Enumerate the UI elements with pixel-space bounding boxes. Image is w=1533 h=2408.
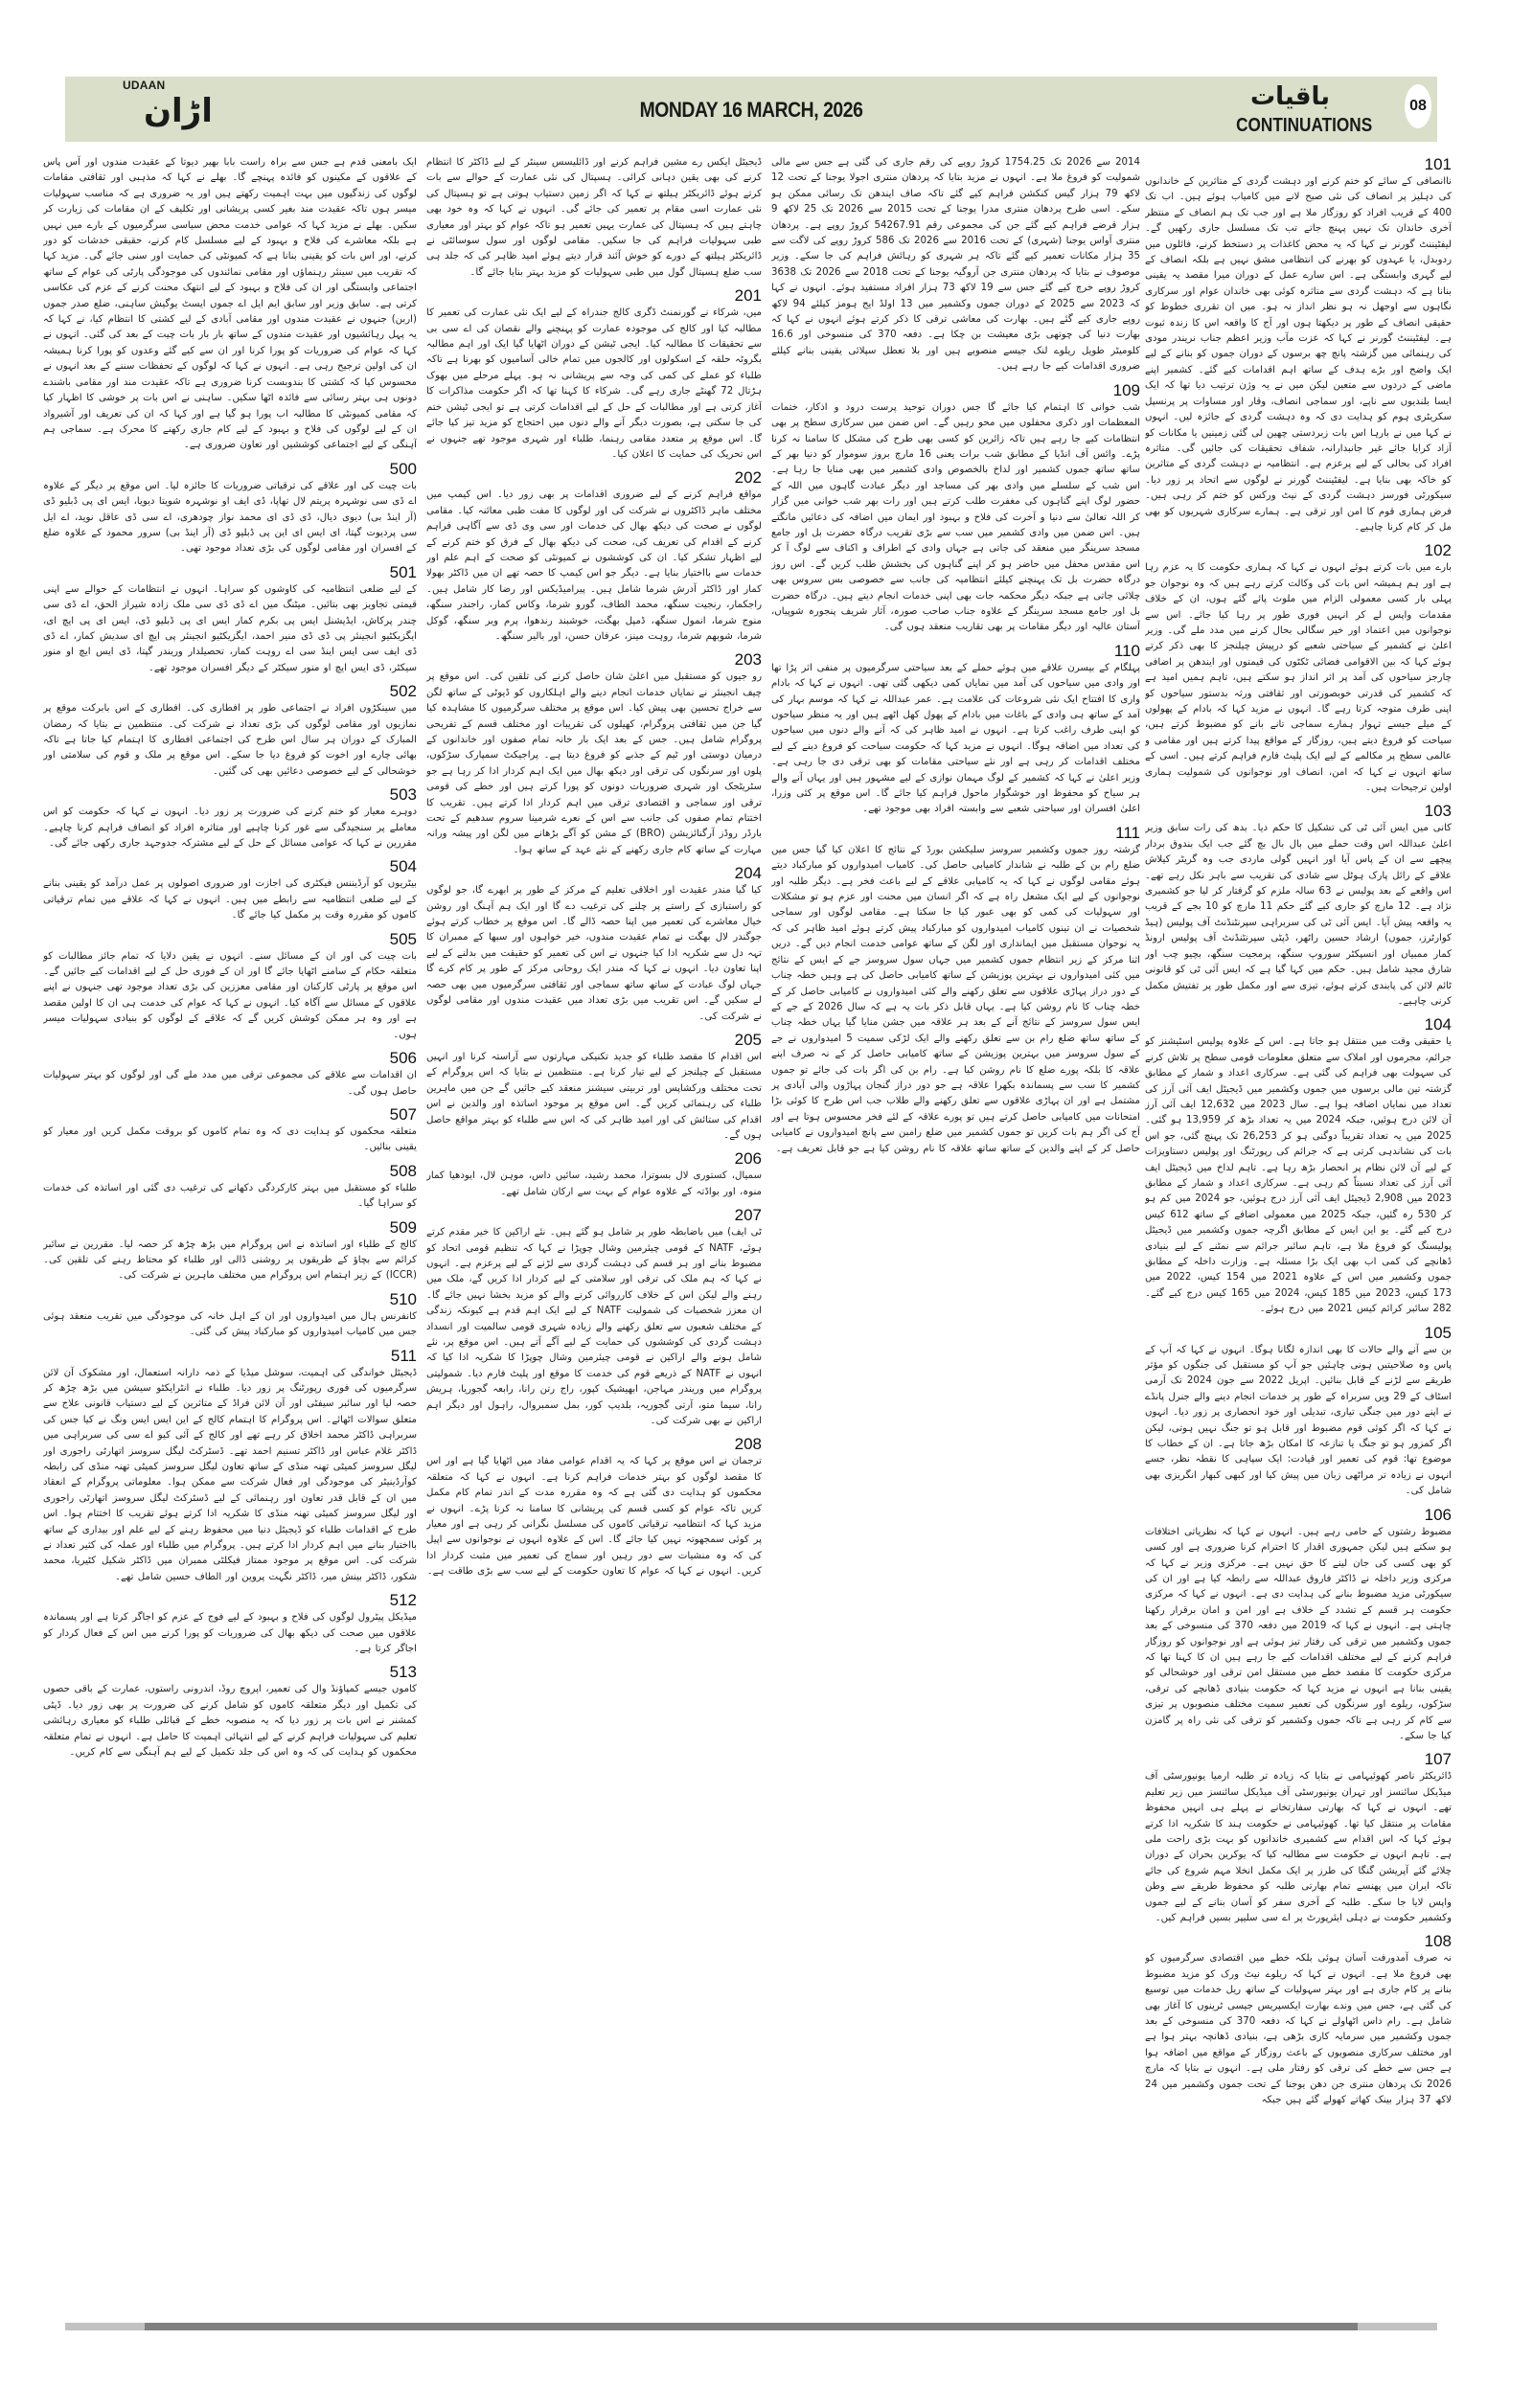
continuation-item: [43, 857, 417, 923]
continuation-text: مضبوط رشتوں کے حامی رہے ہیں۔ انہوں نے کہا کہ نظریاتی اختلافات ہو سکتے ہیں لیکن جمہوری اقدار کا احترام کرنا ضروری ہے اور کسی کو بھی کسی کی جان لینے کا حق نہیں ہے۔ مرکزی وزیر نے کہا کہ مرکزی وزیر داخلہ نے ڈاکٹر فاروق عبداللہ سے رابطہ کیا ہے اور ان کی سیکورٹی مزید مضبوط بنانے کی ہدایت دی ہے۔ انہوں نے کہا کہ مرکزی حکومت ہر قسم کے تشدد کے خلاف ہے اور امن و امان برقرار رکھنا چاہتی ہے۔ انہوں نے کہا کہ 2019 میں دفعہ 370 کی منسوخی کے بعد جموں وکشمیر میں ترقی کی رفتار تیز ہوئی ہے اور نوجوانوں کو روزگار فراہم کرنے کے لیے مختلف اقدامات کیے جا رہے ہیں ان کا کہنا تھا کہ مرکزی حکومت کا مقصد خطے میں مستقل امن ترقی اور خوشحالی کو یقینی بنانا ہے انہوں نے مزید کہا کہ حکومت بنیادی ڈھانچے کی ترقی، سڑکوں، ریلوے اور سرنگوں کی تعمیر سمیت مختلف منصوبوں پر تیزی سے کام کر رہی ہے تاکہ جموں وکشمیر کو ترقی کی نئی راہ پر گامزن کیا جا سکے۔: [1145, 1526, 1452, 1741]
continuation-text: ڈیجیٹل خواندگی کی اہمیت، سوشل میڈیا کے ذمہ دارانہ استعمال، اور مشکوک آن لائن سرگرمیوں کی فوری رپورٹنگ پر زور دیا۔ طلباء نے انٹرایکٹو سیشن میں بڑھ چڑھ کر حصہ لیا اور سائبر سیفٹی اور آن لائن فراڈ کے متاثرین کے لیے دستیاب قانونی علاج سے متعلق سوالات اٹھائے۔ اس پروگرام کا اہتمام کالج کے این ایس ایس ونگ نے کیا جس کی سربراہی ڈاکٹر محمد اخلاق کر رہے تھے اور کالج کے آئی کیو اے سی کی سربراہی میں ڈاکٹر غلام عباس اور ڈاکٹر تسنیم احمد تھے۔ ڈسٹرکٹ لیگل سروسز اتھارٹی راجوری اور لیگل سروسز کمیٹی تھنہ منڈی کے ساتھ تعاون لیگل سروسز کمیٹی تھنہ منڈی کی رابطہ کوآرڈینیٹر کی موجودگی اور فعال شرکت سے ممکن ہوا۔ معلوماتی پروگرام کے انعقاد میں ان کے قابل قدر تعاون اور رہنمائی کے لیے ڈسٹرکٹ لیگل سروسز اتھارٹی راجوری اور لیگل سروسز کمیٹی تھنہ منڈی کا شکریہ ادا کرتے ہوئے تقریب کا اختتام ہوا۔ اس طرح کے اقدامات طلباء کو ڈیجیٹل دنیا میں محفوظ رہنے کے لیے علم اور بیداری کے ساتھ بااختیار بنانے میں اہم کردار ادا کرتے ہیں۔ پروگرام میں طلباء اور عملہ کی کثیر تعداد نے شرکت کی۔ اس موقع پر موجود ممتاز فیکلٹی ممبران میں ڈاکٹر شکیل کٹیریا، محمد شکور، ڈاکٹر بینش میر، ڈاکٹر نگہت پروین اور الطاف حسین شامل تھے۔: [43, 1367, 417, 1582]
continuation-item: [1145, 1324, 1452, 1500]
continuation-number: 201: [734, 286, 762, 306]
continuation-text: بن سے آنے والے حالات کا بھی اندازہ لگانا ہوگا۔ انہوں نے کہا کہ آپ کے پاس وہ صلاحیتیں ہونی چاہئیں جو آپ کو مستقبل کی جنگوں کو مؤثر طریقے سے لڑنے کے قابل بنائیں۔ اپریل 2022 سے جون 2024 تک آرمی اسٹاف کے 29 ویں سربراہ کے طور پر خدمات انجام دینے والے جنرل پانڈے نے اپنے دور میں جنگی تیاری، تبدیلی اور خود انحصاری پر زور دیا۔ انہوں نے کہا کہ اگر کوئی قوم مضبوط اور قابل ہو تو جنگ نہیں ہوتی، لیکن اگر کمزور ہو تو جنگ یا تنازعہ کا امکان بڑھ جاتا ہے۔ ان کے خطاب کا موضوع تھا: قوم کی تعمیر اور قیادت: ایک سپاہی کا نقطہ نظر، جسے انہوں نے زیادہ تر مراٹھی زبان میں پیش کیا اور کبھی کبھار انگریزی بھی شامل کی۔: [1145, 1344, 1452, 1497]
continuation-number: 104: [1424, 1015, 1452, 1034]
column-b: [426, 155, 762, 2301]
continuation-text: کاموں جیسے کمپاؤنڈ وال کی تعمیر، اپروچ روڈ، اندرونی راستوں، عمارت کے باقی حصوں کی تکمیل اور دیگر متعلقہ کاموں کو شامل کرنے کی ضرورت پر بھی زور دیا۔ ڈپٹی کمشنر نے اس بات پر زور دیا کہ یہ منصوبہ خطے کے قبائلی طلباء کو معیاری رہائشی تعلیم کی سہولیات فراہم کرنے کے لیے انتہائی اہمیت کا حامل ہے۔ انہوں نے تمام متعلقہ محکموں کو ہدایت کی کہ وہ اس کی جلد تکمیل کے لیے ہم آہنگی سے کام کریں۔: [43, 1684, 417, 1759]
continuation-number: 105: [1424, 1323, 1452, 1342]
continuation-item: [1145, 541, 1452, 796]
continuation-text: رو جیوں کو مستقبل میں اعلیٰ شان حاصل کرنے کی تلقین کی۔ اس موقع پر چیف انجینئر نے نمایاں خدمات انجام دینے والے اہلکاروں کو ڈیوٹی کے ساتھ لگن سے خراج تحسین بھی پیش کیا۔ اس موقع پر مختلف سرگرمیوں کا مشاہدہ کیا گیا جن میں ثقافتی پروگرام، کھیلوں کی تقریبات اور مختلف قسم کے تفریحی پروگرام شامل ہیں۔ جس کے بعد ایک بار خانہ تمام صفوں اور خاندانوں کے درمیان دوستی اور ٹیم کے جذبے کو فروغ دیتا ہے۔ پراجیکٹ سمپارک سڑکوں، پلوں اور سرنگوں کی ترقی اور دیکھ بھال میں ایک اہم کردار ادا کر رہا ہے جو سٹریٹجک اور شہری ضروریات دونوں کو پورا کرتے ہیں اور خطے کی قومی ترقی اور سماجی و اقتصادی ترقی میں اہم کردار ادا کرتے ہیں۔ تقریب کا اختتام تمام صفوں کی جانب سے اس کے نعرے شرمینا سروم سدھیم کے تحت بارڈر روڈز آرگنائزیشن (BRO) کے مشن کو آگے بڑھانے میں لگن اور پیشہ ورانہ مہارت کے ساتھ کام جاری رکھنے کے نئے عہد کے ساتھ ہوا۔: [426, 671, 762, 855]
continuation-text: پہلگام کے بیسرن علاقے میں ہوئے حملے کے بعد سیاحتی سرگرمیوں پر منفی اثر پڑا تھا اور وادی میں سیاحوں کی آمد میں نمایاں کمی دیکھی گئی تھی۔ انہوں نے کہا کہ بادام واری کا افتتاح ایک نئی شروعات کی علامت ہے۔ عمر عبداللہ نے کہا کہ موسم بہار کی آمد کے ساتھ ہی وادی کے باغات میں بادام کے پھول کھل اٹھے ہیں اور یہ منظر سیاحوں کو اپنی طرف راغب کرتا ہے۔ انہوں نے امید ظاہر کی کہ آنے والے دنوں میں سیاحوں کی تعداد میں اضافہ ہوگا۔ انہوں نے مزید کہا کہ حکومت سیاحت کو فروغ دینے کے لیے مختلف اقدامات کر رہی ہے اور نئے سیاحتی مقامات کو بھی ترقی دی جا رہی ہے۔ وزیر اعلیٰ نے کہا کہ کشمیر کے لوگ مہمان نوازی کے لیے مشہور ہیں اور یہاں آنے والے ہر سیاح کو محفوظ اور خوشگوار ماحول فراہم کیا جائے گا۔ اس موقع پر کئی وزرا، اعلیٰ افسران اور سیاحتی شعبے سے وابستہ افراد بھی موجود تھے۔: [771, 662, 1140, 815]
continuation-number: 106: [1424, 1505, 1452, 1524]
continuation-number: 102: [1424, 541, 1452, 560]
continuation-number: 509: [389, 1217, 417, 1237]
continuation-item: [43, 155, 417, 454]
continuation-text: بارے میں بات کرتے ہوئے انہوں نے کہا کہ ہماری حکومت کا یہ عزم رہا ہے اور ہم ہمیشہ اس بات کی وکالت کرتے رہے ہیں کہ وہ نوجوان جو پہلی بار کسی معمولی الزام میں ملوث پائے گئے ہوں، ان کے خلاف مقدمات واپس لے کر انہیں فوری طور پر رہا کیا جائے۔ اس سے نوجوانوں میں اعتماد اور خیر سگالی بحال کرنے میں مدد ملے گی۔ وزیر اعلیٰ نے کشمیر کے سیاحتی شعبے کو درپیش چیلنجز کا بھی ذکر کرتے ہوئے کہا کہ بین الاقوامی فضائی ٹکٹوں کی قیمتوں اور ایندھن پر اضافی چارجز سیاحوں کی آمد پر اثر انداز ہو سکتے ہیں، تاہم ہمیں امید ہے کہ کشمیر کی قدرتی خوبصورتی اور ثقافتی ورثہ بدستور سیاحوں کو اپنی طرف متوجہ کرتا رہے گا۔ انہوں نے مزید کہا کہ بادام کے پھولوں کے میلے جیسے تہوار ہمارے سماجی تانے بانے کو مضبوط کرتے ہیں، سیاحت کو فروغ دیتے ہیں، روزگار کے مواقع پیدا کرتے ہیں اور مقامی و عالمی سطح پر مکالمے کے لیے ایک پلیٹ فارم فراہم کرتے ہیں۔ اسی کے ساتھ انہوں نے کہا کہ امن، انصاف اور نوجوانوں کی شمولیت ہماری اولین ترجیحات ہیں۔: [1145, 562, 1452, 794]
continuation-item: [43, 1663, 417, 1761]
continuation-text: کانی میں ایس آئی ٹی کی تشکیل کا حکم دیا۔ بدھ کی رات سابق وزیر اعلیٰ عبداللہ اس وقت حملے میں بال بال بچ گئے جب ایک بندوق بردار پیچھے سے ان کے پاس آیا اور انہیں گولی ماردی جب وہ گریٹر کیلاش علاقے کے رائل پارک ہوٹل سے شادی کی تقریب سے باہر نکل رہے تھے۔ اس واقعے کے بعد پولیس نے 63 سالہ ملزم کو گرفتار کر لیا جو کشمیری نژاد ہے۔ 12 مارچ کو جاری کیے گئے حکم 11 مارچ کو 10 بجے کے قریب یہ واقعہ پیش آیا۔ ایس آئی ٹی کی سربراہی سپرنٹنڈنٹ آف پولیس (ہیڈ کوارٹرز، جموں) ارشاد حسین راٹھر، ڈپٹی سپرنٹنڈنٹ آف پولیس ارونڈ کمار ممبیاں اور انسپکٹر سوروپ سنگھ، پرمجیت سنگھ، بچیو چب اور شارق مجید شامل ہیں۔ حکم میں کہا گیا ہے کہ ایس آئی ٹی کو قانونی ٹائم لائن کی پابندی کرتے ہوئے، تیزی سے اور مکمل طور پر تفتیش مکمل کرنی چاہیے۔: [1145, 823, 1452, 1007]
continuation-text: ایک بامعنی قدم ہے جس سے براہ راست بابا بھیر دیوتا کے عقیدت مندوں اور آس پاس کے علاقوں کے مکینوں کو فائدہ پہنچے گا۔ بھلے نے کہا کہ مذہبی اور ثقافتی مقامات لوگوں کی زندگیوں میں بہت اہمیت رکھتے ہیں اور یہ ضروری ہے کہ مناسب سہولیات میسر ہوں تاکہ عقیدت مند بغیر کسی پریشانی اور تکلیف کے ان مقامات کی زیارت کر سکیں۔ بھلے نے مزید کہا کہ عوامی خدمت محض سیاسی سرگرمیوں کے بارے میں نہیں ہے بلکہ معاشرے کی فلاح و بہبود کے لیے مسلسل کام کرنے، حقیقی خدشات کو دور کرنے، اور اس بات کو یقینی بنانا ہے کہ کمیونٹی کی حمایت اور سنی جائے گی۔ مزید کہا کہ تقریب میں سینئر رہنماؤں اور مقامی نمائندوں کی موجودگی پارٹی کی عوام کے ساتھ اجتماعی وابستگی اور ان کی فلاح و بہبود کے لیے انتھک محنت کرنے کے عزم کی عکاسی کرتی ہے۔ سابق وزیر اور سابق ایم ایل اے جموں ایسٹ یوگیش ساہنی، ضلع صدر جموں (اربن) جنہوں نے عقیدت مندوں اور مقامی آبادی کے لیے کشتی کا انتظام کیا، نے کہا کہ یہ پہل رہائشیوں اور عقیدت مندوں کے ساتھ بار بار بات چیت کے بعد کی گئی۔ انہوں نے کہا کہ عوام کی ضروریات کو پورا کرنا اور ان سے کیے گئے وعدوں کو پورا کرنا ہمیشہ ان کی اولین ترجیح رہی ہے۔ انہوں نے کہا کہ لوگوں کے تحفظات سننے کے بعد انہوں نے محسوس کیا کہ کشتی کا بندوبست کرنا ضروری ہے تاکہ عقیدت مند اور مقامی باشندے دونوں ہی بہتر رسائی سے فائدہ اٹھا سکیں۔ ساہنی نے اس بات پر خوشی کا اظہار کیا کہ مقامی کمیونٹی کا مطالبہ اب پورا ہو گیا ہے اور کہا کہ ان کی تعریف اور آشیرواد ان کے لیے لوگوں کی فلاح و بہبود کے لیے کام جاری رکھنے کا محرک ہے۔ سماجی ہم آہنگی کے لیے اجتماعی کوششیں اور تعاون ضروری ہے۔: [43, 157, 417, 451]
continuation-text: بات چیت کی اور ان کے مسائل سنے۔ انہوں نے یقین دلایا کہ تمام جائز مطالبات کو متعلقہ حکام کے سامنے اٹھایا جائے گا اور ان کے فوری حل کے لیے اقدامات کیے جائیں گے۔ اس موقع پر پارٹی کارکنان اور مقامی معززین کی بڑی تعداد موجود تھی جنہوں نے اپنے علاقوں کے مسائل سے آگاہ کیا۔ انہوں نے کہا کہ عوام کی خدمت ہی ان کا اولین مقصد ہے اور وہ ہر ممکن کوشش کریں گے کہ علاقے کے لوگوں کو بنیادی سہولیات میسر ہوں۔: [43, 950, 417, 1040]
continuation-item: [1145, 155, 1452, 535]
continuation-text: سمیال، کستوری لال بسوترا، محمد رشید، سائیں داس، موہن لال، ایودھیا کمار منوہ، اور بواڈتہ کے علاوہ عوام کے بہت سے ارکان شامل تھے۔: [426, 1170, 762, 1197]
continuation-text: ڈیجیٹل ایکس رے مشین فراہم کرنے اور ڈائلیسس سینٹر کے لیے ڈاکٹر کا انتظام کرنے کی بھی یقین دہانی کرائی۔ ہسپتال کی نئی عمارت کے حوالے سے بات کرتے ہوئے ڈائریکٹر ہیلتھ نے کہا کہ اگر زمین دستیاب ہوتی ہے تو ہسپتال کی نئی عمارت اسی مقام پر تعمیر کی جائے گی۔ انہوں نے کہا کہ وہ خود بھی چاہتے ہیں کہ ہسپتال کی عمارت یہیں تعمیر ہو تاکہ عوام کو بہتر اور معیاری طبی سہولیات فراہم کی جا سکیں۔ مقامی لوگوں اور سول سوسائٹی نے ڈائریکٹر ہیلتھ کے دورے کو خوش آئند قرار دیتے ہوئے امید ظاہر کی کہ جلد ہی سب ضلع ہسپتال گول میں طبی سہولیات کو مزید بہتر بنایا جائے گا۔: [426, 157, 762, 278]
continuation-item: [1145, 1015, 1452, 1317]
continuation-item: [1145, 1932, 1452, 2108]
continuation-text: ناانصافی کے سائے کو ختم کرنے اور دہشت گردی کے متاثرین کے خاندانوں کی دہلیز پر انصاف کی نئی صبح لانے میں کامیاب ہوئے ہیں۔ اب تک 400 کے قریب افراد کو روزگار ملا ہے اور جب تک ہم انصاف کے منتظر آخری خاندان تک نہیں پہنچ جاتے تب تک مسلسل جاری رکھیں گے۔ لیفٹیننٹ گورنر نے کہا کہ یہ محض کاغذات پر دستخط کرنے، فائلوں میں ردوبدل، یا عہدوں کو بھرنے کی انتظامی مشق نہیں ہے بلکہ انصاف کے لیے گہری وابستگی ہے۔ اس سارے عمل کے دوران میرا مقصد یہ یقینی بنانا ہے کہ دہشت گردی سے متاثرہ کوئی بھی خاندان عوام اور سرکاری نگاہوں سے اوجھل نہ ہو نظر انداز نہ ہو۔ میں ان تقرری خطوط کو حقیقی انصاف کے طور پر دیکھتا ہوں اور آج کا واقعہ اس کا زندہ ثبوت ہے۔ لیفٹیننٹ گورنر نے کہا کہ عزت مآب وزیر اعظم جناب نریندر مودی کی رہنمائی میں گزشتہ پانچ چھ برسوں کے دوران جموں کو بنانے کے لیے ایک واضح اور بڑے ہدف کے ساتھ اہم اقدامات کیے گئے۔ کشمیر اپنے ماضی کے دردوں سے متعین لیکن میں نے یہ وژن ترتیب دیا تھا کہ ایک ایسا بلندیوں سے ناپے، اور سماجی انصاف، وقار اور مساوات پر پرنسپل سکریٹری ہوم کو ہدایت دی کہ وہ دہشت گردی کے جائزہ لیں۔ انہوں نے کہا میں نے بارہا اس بات زبردستی چھین لی گئی زمینیں یا مکانات کو آزاد کرایا جائے غیر جانبدارانہ، شفاف تحقیقات کی جائیں گی۔ متاثرہ افراد کی بحالی کے لیے پرعزم ہے۔ انتظامیہ نے دہشت گردی کے متاثرین کو خاکہ بھی بنایا ہے۔ لیفٹیننٹ گورنر نے لوگوں سے اتحاد پر زور دیا۔ سیکورٹی فورسز دہشت گردی کے نیٹ ورکس کو ختم کر رہی ہیں۔ فرض ہماری قوم کا امن اور ترقی ہے۔ ہمارے سرکاری شہریوں کو بھی مل کر کام کرنا چاہیے۔: [1145, 176, 1452, 533]
column-d: [1145, 155, 1452, 2301]
continuation-number: 108: [1424, 1932, 1452, 1951]
continuation-text: ٹی ایف) میں باضابطہ طور پر شامل ہو گئے ہیں۔ نئے اراکین کا خیر مقدم کرتے ہوئے، NATF کے قومی چیئرمین وشال چوپڑا نے کہا کہ تنظیم قومی اتحاد کو مضبوط بنانے اور ہر قسم کی دہشت گردی سے لڑنے کے لیے پرعزم ہے۔ انہوں نے کہا کہ ہم ملک کی ترقی اور سلامتی کے لیے کردار ادا کریں گے، ملک میں رہنے والے لیکن اس کے خلاف کارروائی کرنے والے کو مزید بخشا نہیں جائے گا۔ ان معزز شخصیات کی شمولیت NATF کے لیے ایک اہم قدم ہے کیونکہ زندگی کے مختلف شعبوں سے تعلق رکھنے والے زیادہ شہری قومی سالمیت اور انسداد دہشت گردی کی کوششوں کی حمایت کے لیے آگے آتے ہیں۔ اس موقع پر، نئے شامل ہونے والے اراکین نے قومی چیئرمین وشال چوپڑا کا شکریہ ادا کیا کہ انہوں نے NATF کے ذریعے قوم کی خدمت کا موقع اور پلیٹ فارم دیا۔ شمولیتی پروگرام میں وریندر مہاجن، ابھیشیک کپور، راج رتن رانا، رابعہ گجوریا، ہریش رانا، سیما متو، آرتی گجوریہ، بلدیپ کور، بمل سمبروال، راہول اور دیگر اہم اراکین نے بھی شرکت کی۔: [426, 1227, 762, 1427]
continuation-item: [426, 1031, 762, 1144]
continuation-number: 111: [1115, 823, 1140, 842]
continuation-number: 504: [389, 857, 417, 876]
continuation-number: 506: [389, 1049, 417, 1068]
continuation-text: مواقع فراہم کرنے کے لیے ضروری اقدامات پر بھی زور دیا۔ اس کیمپ میں مختلف ماہر ڈاکٹروں نے شرکت کی اور لوگوں کا مفت طبی معائنہ کیا۔ مقامی لوگوں نے صحت کی دیکھ بھال کی خدمات اور سی وی ڈی سے آگاہی فراہم کرنے کے اقدام کی تعریف کی، صحت کی دیکھ بھال کے فرق کو ختم کرنے کے لیے اظہار تشکر کیا۔ ان کی کوششوں نے کمیونٹی کو صحت کے اہم علم اور خدمات سے بااختیار بنایا ہے۔ دیگر جو اس کیمپ کا حصہ تھے ان میں ڈاکٹر بھولا کمار اور ڈاکٹر آدرش شرما شامل ہیں۔ پیرامیڈیکس اور رضا کار شامل ہیں۔ راجکمار، رنجیت سنگھ، محمد الطاف، گورو شرما، وکاس کمار، راجندر سنگھ، منوج شرما، انمول سنگھ، ڈمپل بھگت، خوشبند رندھوا، پرم ویر سنگھ، گوکل شرما، شوبھم شرما، روہت مینز، عرفان حسن، اور بالیر سنگھ۔: [426, 489, 762, 642]
continuation-number: 202: [734, 468, 762, 488]
continuation-text: کیا گیا مندر عقیدت اور اخلاقی تعلیم کے مرکز کے طور پر ابھرے گا، جو لوگوں کو راستبازی کے راستے پر چلنے کی ترغیب دے گا اور ایک ہم آہنگ اور روشن خیال معاشرے کی تعمیر میں اپنا حصہ ڈالے گا۔ اس موقع پر خطاب کرتے ہوئے جوگندر لال بھگت نے تمام عقیدت مندوں، خیر خواہوں اور سبھا کے ممبران کا تہہ دل سے شکریہ ادا کیا جنہوں نے اس کی تعمیر کو حقیقت میں بدلنے کے لیے اپنا تعاون دیا۔ انہوں نے کہا کہ مندر ایک روحانی مرکز کے طور پر کام کرے گا جہاں لوگ عبادت کے ساتھ ساتھ سماجی اور ثقافتی سرگرمیوں میں بھی حصہ لے سکیں گے۔ اس تقریب میں بڑی تعداد میں عقیدت مندوں اور مقامی لوگوں نے شرکت کی۔: [426, 885, 762, 1022]
continuation-text: میڈیکل پیٹرول لوگوں کی فلاح و بہبود کے لیے فوج کے عزم کو اجاگر کرتا ہے اور پسماندہ علاقوں میں صحت کی دیکھ بھال کی ضروریات کو پورا کرنے میں اس کے فعال کردار کو اجاگر کرتا ہے۔: [43, 1612, 417, 1655]
continuation-number: 206: [734, 1149, 762, 1169]
continuation-item: [426, 1149, 762, 1200]
brand-name-urdu: اڑان: [144, 92, 213, 130]
section-title-urdu: باقیات: [1249, 82, 1330, 111]
continuation-item: [43, 1347, 417, 1586]
continuation-number: 203: [734, 650, 762, 670]
continuation-item: [426, 650, 762, 858]
continuation-number: 107: [1424, 1750, 1452, 1769]
continuation-text: متعلقہ محکموں کو ہدایت دی کہ وہ تمام کاموں کو بروقت مکمل کریں اور معیار کو یقینی بنائیں۔: [43, 1125, 417, 1153]
continuation-number: 510: [389, 1289, 417, 1308]
issue-date: MONDAY 16 MARCH, 2026: [639, 98, 863, 122]
continuation-number: 208: [734, 1435, 762, 1454]
continuation-item: [43, 1105, 417, 1156]
continuation-item: [426, 1435, 762, 1579]
continuation-number: 110: [1113, 641, 1140, 660]
continuation-text: گزشتہ روز جموں وکشمیر سروسز سلیکشن بورڈ کے نتائج کا اعلان کیا گیا جس میں ضلع رام بن کے طلبہ نے شاندار کامیابی حاصل کی۔ کامیاب امیدواروں کو مبارکباد دیتے ہوئے مقامی لوگوں نے کہا کہ یہ کامیابی علاقے کے لیے باعث فخر ہے۔ دیگر طلبہ اور نوجوانوں کے لیے ایک مشعل راہ ہے کہ اگر انسان میں محنت اور عزم ہو تو مشکلات اور سہولیات کی کمی کو بھی عبور کیا جا سکتا ہے۔ مقامی لوگوں اور سماجی شخصیات نے ان تینوں کامیاب امیدواروں کو مبارکباد پیش کرتے ہوئے امید ظاہر کی کہ یہ نوجوان مستقبل میں ایمانداری اور لگن کے ساتھ عوامی خدمت انجام دیں گے۔ دریں اثنا مرکز کے زیر انتظام جموں کشمیر میں جہاں سول سروسز جے کے ایس کے نتائج میں کئی امیدواروں نے بہترین پوزیشن کے ساتھ کامیابی حاصل کی ہے وہیں خطہ چناب کے دور دراز پہاڑی علاقوں سے تعلق رکھنے والے کئی امیدواروں نے کامیابی حاصل کر کے خطہ چناب کا نام روشن کیا ہے۔ یہاں قابل ذکر بات یہ ہے کہ سال 2026 کے جے کے ایس سول سروسز کے نتائج آنے کے بعد ہر علاقہ میں جشن منایا گیا یہاں خطہ چناب کے ساتھ ساتھ ضلع رام بن سے تعلق رکھنے والے ایک لڑکی سمیت 5 امیدواروں نے جے کے سول سروسز میں بہترین پوزیشن کے ساتھ کامیابی حاصل کر کے نہ صرف اپنے علاقہ کا بلکہ پورے ضلع کا نام روشن کیا ہے۔ رام بن کی اگر بات کی جائے تو جموں کشمیر کا سب سے پسماندہ بکھرا علاقہ ہے جو دور دراز گنجان پہاڑوں والی آبادی پر مشتمل ہے اور ان پہاڑی علاقوں سے تعلق رکھنے والے طلاب جب اس طرح کا کوئی بڑا امتحانات میں کامیابی حاصل کرتے ہیں تو پورے علاقہ کے لئے فخر محسوس ہوتا ہے اور آج کی اگر ہم بات کریں تو جموں کشمیر میں ضلع رامبن سے پانچ امیدواروں نے کامیابی حاصل کر کے اپنے والدین کے ساتھ ساتھ علاقہ کا نام روشن کیا ہے جو قابل تعریف ہے۔: [771, 844, 1140, 1154]
continuation-item: [43, 1162, 417, 1213]
continuation-number: 505: [389, 929, 417, 948]
continuation-number: 513: [389, 1663, 417, 1682]
continuation-text: اس اقدام کا مقصد طلباء کو جدید تکنیکی مہارتوں سے آراستہ کرنا اور انہیں مستقبل کے چیلنجز کے لیے تیار کرنا ہے۔ منتظمین نے بتایا کہ اس پروگرام کے تحت مختلف ورکشاپس اور تربیتی سیشنز منعقد کیے جائیں گے جن میں ماہرین طلباء کی رہنمائی کریں گے۔ اس موقع پر موجود اساتذہ اور والدین نے اس اقدام کی ستائش کی اور امید ظاہر کی کہ اس سے طلباء کو بہتر مواقع حاصل ہوں گے۔: [426, 1051, 762, 1141]
continuation-item: [43, 1591, 417, 1657]
continuation-text: یا حقیقی وقت میں منتقل ہو جاتا ہے۔ اس کے علاوہ پولیس اسٹیشنز کو جرائم، مجرموں اور املاک سے متعلق معلومات قومی سطح پر تلاش کرنے کی سہولت بھی فراہم کی گئی ہے۔ سرکاری اعداد و شمار کے مطابق گزشتہ تین مالی برسوں میں جموں وکشمیر میں ڈیجیٹل ایف آئی آرز کی تعداد میں نمایاں اضافہ ہوا ہے۔ سال 2023 میں 12,632 ایف آئی آرز آن لائن درج ہوئیں، جبکہ 2024 میں یہ تعداد بڑھ کر 13,959 ہو گئی۔ 2025 میں یہ تعداد تقریباً دوگنی ہو کر 26,253 تک پہنچ گئی، جو اس بات کی نشاندہی کرتی ہے کہ جرائم کی رپورٹنگ اور پولیس دستاویزات کے لیے آن لائن نظام پر انحصار بڑھ رہا ہے۔ تاہم لداخ میں ڈیجیٹل ایف آئی آرز کی تعداد نسبتاً کم رہی ہے۔ سرکاری اعداد و شمار کے مطابق 2023 میں 2,908 ڈیجیٹل ایف آئی آرز درج ہوئیں، جو 2024 میں کم ہو کر 530 رہ گئیں، جبکہ 2025 میں معمولی اضافے کے ساتھ 612 کیس درج کیے گئے۔ یو این ایس کے مطابق اگرچہ جموں وکشمیر میں ڈیجیٹل پولیسنگ کو فروغ ملا ہے، تاہم سائبر جرائم سے نمٹنے کے لیے بنیادی ڈھانچے کی کمی اب بھی ایک بڑا مسئلہ ہے۔ وزارت داخلہ کے مطابق جموں وکشمیر میں اس کے علاوہ 2021 میں 154 کیس، 2022 میں 173 کیس، 2023 میں 185 کیس، 2024 میں 165 کیس درج کیے گئے۔ 282 سائبر کرائم کیس 2021 میں درج ہوئے۔: [1145, 1036, 1452, 1315]
continuation-number: 507: [389, 1104, 417, 1124]
continuation-number: 502: [389, 682, 417, 701]
article-columns: [43, 155, 1452, 2301]
continuation-item: [426, 864, 762, 1025]
continuation-item: [426, 1206, 762, 1429]
continuation-text: 2014 سے 2026 تک 1754.25 کروڑ روپے کی رقم جاری کی گئی ہے جس سے مالی شمولیت کو فروغ ملا ہے۔ انہوں نے مزید بتایا کہ پردھان منتری اجولا یوجنا کے تحت 12 لاکھ 79 ہزار گیس کنکشن فراہم کیے گئے تاکہ صاف ایندھن تک رسائی ممکن ہو سکے۔ اسی طرح پردھان منتری مدرا یوجنا کے تحت 2015 سے 2026 تک 25 لاکھ 9 ہزار قرضے فراہم کیے گئے جن کی مجموعی رقم 54267.91 کروڑ روپے ہے۔ پردھان منتری آواس یوجنا (شہری) کے تحت 2016 سے 2026 تک 586 کروڑ روپے کی لاگت سے 35 ہزار مکانات تعمیر کیے گئے تاکہ ہر شہری کو رہائش فراہم کی جا سکے۔ وزیر موصوف نے بتایا کہ پردھان منتری جن آروگیہ یوجنا کے تحت 2018 سے 2026 تک 3638 کروڑ روپے خرچ کیے گئے جس سے 19 لاکھ 73 ہزار افراد مستفید ہوئے۔ انہوں نے کہا کہ 2023 سے 2025 کے دوران جموں وکشمیر میں 13 اولڈ ایج ہومز کیلئے 94 لاکھ روپے جاری کیے گئے ہیں۔ بھارت کی معاشی ترقی کا ذکر کرتے ہوئے انہوں نے کہا کہ بھارت دنیا کی چوتھی بڑی معیشت بن چکا ہے۔ دفعہ 370 کی منسوخی اور 16.6 کلومیٹر طویل ریلوے لنک جیسے منصوبے ہیں اور بلا تعطل سپلائی یقینی بنانے کیلئے ضروری اقدامات کیے جا رہے ہیں۔: [771, 157, 1140, 373]
continuation-text: شب خوانی کا اہتمام کیا جائے گا جس دوران توحید پرست درود و اذکار، ختمات المعظمات اور ذکری محفلوں میں محو رہیں گے۔ اس ضمن میں سرکاری سطح پر بھی انتظامات کیے جا رہے ہیں تاکہ زائرین کو کسی بھی طرح کی مشکل کا سامنا نہ کرنا پڑے۔ وائس آف انڈیا کے مطابق شب برات یعنی 16 مارچ بروز سوموار کو دنیا بھر کے ساتھ ساتھ جموں کشمیر اور لداخ بالخصوص وادی کشمیر میں بھی منایا جا رہا ہے۔ اس شب کے سلسلے میں وادی بھر کی مساجد اور دیگر عبادت گاہوں میں اللہ کے حضور لوگ اپنے گناہوں کی مغفرت طلب کرتے ہیں اور رات بھر شب خوانی میں گزار کر اللہ تعالیٰ سے دنیا و آخرت کی فلاح و بہبود اور ایمان میں اضافہ کی دعائیں مانگتے ہیں۔ اس ضمن میں وادی کشمیر میں سب سے بڑی تقریب درگاہ حضرت بل اور جامع مسجد سرینگر میں منعقد کی جاتی ہے جہاں وادی کے اطراف و اکناف سے لوگ آ کر اس مقدس محفل میں حاضر ہو کر اپنے گناہوں کی بخشش طلب کریں گے۔ اس روز درگاہ حضرت بل تک پہنچنے کیلئے انتظامیہ کی جانب سے خصوصی بس سروس بھی چلائی جاتی ہے جبکہ دیگر محکمہ جات بھی اپنی خدمات انجام دیتے ہیں۔ درگاہ حضرت بل اور جامع مسجد سرینگر کے علاوہ جناب صاحب صورہ، آثار شریف پنجورہ شوپیاں، آستان عالیہ اور دیگر مقامات پر بھی تقاریب منعقد ہوں گی۔: [771, 401, 1140, 633]
continuation-number: 512: [389, 1591, 417, 1610]
continuation-item: [771, 155, 1140, 375]
continuation-item: [43, 1218, 417, 1284]
continuation-item: [1145, 1750, 1452, 1926]
continuation-number: 207: [734, 1206, 762, 1225]
continuation-text: ترجمان نے اس موقع پر کہا کہ یہ اقدام عوامی مفاد میں اٹھایا گیا ہے اور اس کا مقصد لوگوں کو بہتر خدمات فراہم کرنا ہے۔ انہوں نے کہا کہ متعلقہ محکموں کو ہدایت دی گئی ہے کہ وہ مقررہ مدت کے اندر تمام کام مکمل کریں تاکہ عوام کو کسی قسم کی پریشانی کا سامنا نہ کرنا پڑے۔ انہوں نے مزید کہا کہ انتظامیہ ترقیاتی کاموں کی مسلسل نگرانی کر رہی ہے اور معیار پر کوئی سمجھوتہ نہیں کیا جائے گا۔ اس کے علاوہ انہوں نے نوجوانوں سے اپیل کی کہ وہ منشیات سے دور رہیں اور سماج کی تعمیر میں مثبت کردار ادا کریں۔ انہوں نے کہا کہ عوام کا تعاون حکومت کے لیے سب سے بڑی طاقت ہے۔: [426, 1456, 762, 1578]
masthead: [65, 77, 1437, 142]
continuation-item: [426, 468, 762, 645]
continuation-number: 204: [734, 864, 762, 883]
continuation-number: 500: [389, 459, 417, 478]
continuation-text: کالج کے طلباء اور اساتذہ نے اس پروگرام میں بڑھ چڑھ کر حصہ لیا۔ مقررین نے سائبر کرائم سے بچاؤ کے طریقوں پر روشنی ڈالی اور طلباء کو محتاط رہنے کی تلقین کی۔ (ICCR) کے زیر اہتمام اس پروگرام میں مختلف ماہرین نے شرکت کی۔: [43, 1238, 417, 1282]
footer-divider-bar: [65, 2323, 1437, 2330]
continuation-item: [1145, 1506, 1452, 1745]
continuation-item: [43, 785, 417, 852]
continuation-number: 205: [734, 1030, 762, 1049]
continuation-text: میں سینکڑوں افراد نے اجتماعی طور پر افطاری کی۔ افطاری کے اس بابرکت موقع پر نمازیوں اور مقامی لوگوں کی بڑی تعداد نے شرکت کی۔ منتظمین نے بتایا کہ رمضان المبارک کے دوران ہر سال اس طرح کی اجتماعی افطاری کا اہتمام کیا جاتا ہے تاکہ بھائی چارے اور اخوت کو فروغ دیا جا سکے۔ اس موقع پر ملک و قوم کی سلامتی اور خوشحالی کے لیے خصوصی دعائیں بھی کی گئیں۔: [43, 703, 417, 777]
continuation-number: 508: [389, 1161, 417, 1180]
continuation-item: [43, 682, 417, 780]
continuation-item: [771, 642, 1140, 818]
continuation-text: میں، شرکاء نے گورنمنٹ ڈگری کالج جندراہ کے لیے ایک نئی عمارت کی تعمیر کا مطالبہ کیا اور کالج کی موجودہ عمارت کو پہنچنے والے نقصان کی اے سی بی سے تحقیقات کا مطالبہ کیا۔ ایجی ٹیشن کے دوران اٹھایا گیا ایک اور اہم مطالبہ بگروٹہ حلقہ کے اسکولوں اور کالجوں میں تمام خالی آسامیوں کو بھرنا ہے تاکہ طلباء کو عملے کی کمی کی وجہ سے پریشانی نہ ہو۔ پہلے مرحلے میں بھوک ہڑتال 72 گھنٹے جاری رہے گی۔ شرکاء کا کہنا تھا کہ اگر حکومت مذاکرات کا آغاز کرتی ہے اور مطالبات کے حل کے لیے اقدامات کرتی ہے تو ایجی ٹیشن ختم کی جا سکتی ہے، بصورت دیگر آنے والے دنوں میں احتجاج کو مزید تیز کیا جائے گا۔ اس موقع پر متعدد مقامی رہنما، طلباء اور شہری موجود تھے جنہوں نے اس تحریک کی حمایت کا اعلان کیا۔: [426, 307, 762, 460]
continuation-text: بیٹریوں کو آرڈیننس فیکٹری کی اجازت اور ضروری اصولوں پر عمل درآمد کو یقینی بنانے کے لیے ضلعی انتظامیہ سے رابطے میں ہیں۔ انہوں نے کہا کہ علاقے میں تمام ترقیاتی کاموں کو مقررہ وقت پر مکمل کیا جائے گا۔: [43, 878, 417, 921]
brand-name-english: UDAAN: [123, 79, 166, 92]
footer-divider-inner: [145, 2323, 1358, 2330]
continuation-item: [43, 563, 417, 676]
continuation-item: [426, 286, 762, 463]
continuation-text: نہ صرف آمدورفت آسان ہوئی بلکہ خطے میں اقتصادی سرگرمیوں کو بھی فروغ ملا ہے۔ انہوں نے کہا کہ ریلوے نیٹ ورک کو مزید مضبوط بنانے پر کام جاری ہے اور بہتر سہولیات کے ساتھ ریل خدمات میں توسیع کی گئی ہے، جس میں وندے بھارت ایکسپریس جیسی ٹرینوں کا آغاز بھی شامل ہے۔ رام داس اٹھاولے نے کہا کہ دفعہ 370 کی منسوخی کے بعد جموں وکشمیر میں سرمایہ کاری بڑھی ہے، بنیادی ڈھانچہ بہتر ہوا ہے اور مختلف سرکاری منصوبوں کے باعث روزگار کے مواقع میں اضافہ ہوا ہے جس سے خطے کی ترقی کو رفتار ملی ہے۔ انہوں نے بتایا کہ مارچ 2026 تک پردھان منتری جن دھن یوجنا کے تحت جموں وکشمیر میں 24 لاکھ 37 ہزار بینک کھاتے کھولے گئے ہیں جبکہ: [1145, 1953, 1452, 2106]
column-c: [771, 155, 1140, 2301]
continuation-item: [43, 930, 417, 1043]
continuation-text: طلباء کو مستقبل میں بہتر کارکردگی دکھانے کی ترغیب دی گئی اور اساتذہ کی خدمات کو سراہا گیا۔: [43, 1182, 417, 1210]
continuation-item: [426, 155, 762, 281]
page-number-badge: 08: [1405, 84, 1431, 128]
continuation-text: ان اقدامات سے علاقے کی مجموعی ترقی میں مدد ملے گی اور لوگوں کو بہتر سہولیات حاصل ہوں گی۔: [43, 1070, 417, 1097]
continuation-text: ڈائریکٹر ناصر کھوئیہامی نے بتایا کہ زیادہ تر طلبہ ارمیا یونیورسٹی آف میڈیکل سائنسز اور تہران یونیورسٹی آف میڈیکل سائنسز میں زیر تعلیم تھے۔ انہوں نے کہا کہ بھارتی سفارتخانے نے پہلے ہی انہیں محفوظ مقامات پر منتقل کیا تھا۔ کھوئیہامی نے حکومت ہند کا شکریہ ادا کرتے ہوئے کہا کہ اس اقدام سے کشمیری خاندانوں کو بہت بڑی راحت ملی ہے۔ تاہم انہوں نے حکومت سے مطالبہ کیا کہ یوکرین بحران کے دوران چلائے گئے آپریشن گنگا کی طرز پر ایک مکمل انخلا مہم شروع کی جائے تاکہ ایران میں پھنسے تمام بھارتی طلبہ کو محفوظ طریقے سے وطن واپس لایا جا سکے۔ طلبہ کے آخری سفر کو آسان بنانے کے لیے جموں وکشمیر حکومت نے دہلی ایئرپورٹ پر اے سی سلیپر بسیں فراہم کیں۔: [1145, 1771, 1452, 1924]
section-title-english: CONTINUATIONS: [1235, 115, 1372, 136]
continuation-number: 511: [390, 1346, 417, 1365]
column-a: [43, 155, 417, 2301]
continuation-number: 503: [389, 785, 417, 805]
continuation-item: [1145, 802, 1452, 1010]
continuation-text: کے لیے ضلعی انتظامیہ کی کاوشوں کو سراہا۔ انہوں نے انتظامات کے حوالے سے اپنی قیمتی تجاویز بھی بتائیں۔ میٹنگ میں اے ڈی ڈی سی ملک زادہ شیراز الحق، اے ڈی سی چندر پرکاش، ایڈیشنل ایس پی بکرم کمار ایس ای پی ڈبلیو ڈی، ایس ای پی ایچ ای، ایگزیکٹیو انجینئر پی ڈی ڈی منیر احمد، ایگزیکٹیو انجینئر پی ایچ ای سدیش کمار، اے ڈی ڈی ایف سی ایس اینڈ سی اے روہت کمار، تحصیلدار وریندر گپتا، ڈی ایس ایچ او منور سیکٹر، ڈی ایس ایچ او منور سیکٹر کے دیگر افسران موجود تھے۔: [43, 583, 417, 673]
continuation-number: 103: [1424, 802, 1452, 821]
continuation-item: [43, 1049, 417, 1100]
continuation-text: دوہرے معیار کو ختم کرنے کی ضرورت پر زور دیا۔ انہوں نے کہا کہ حکومت کو اس معاملے پر سنجیدگی سے غور کرنا چاہیے اور متاثرہ افراد کو انصاف فراہم کرنا چاہیے۔ مقررین نے کہا کہ عوامی مسائل کے حل کے لیے مشترکہ جدوجہد جاری رکھی جائے گی۔: [43, 806, 417, 850]
continuation-text: کانفرنس ہال میں امیدواروں اور ان کے اہل خانہ کی موجودگی میں تقریب منعقد ہوئی جس میں کامیاب امیدواروں کو مبارکباد پیش کی گئی۔: [43, 1310, 417, 1338]
continuation-item: [771, 824, 1140, 1157]
continuation-item: [771, 381, 1140, 636]
continuation-item: [43, 460, 417, 557]
continuation-number: 501: [389, 562, 417, 581]
continuation-number: 109: [1112, 380, 1140, 399]
continuation-item: [43, 1290, 417, 1341]
continuation-text: بات چیت کی اور علاقے کی ترقیاتی ضروریات کا جائزہ لیا۔ اس موقع پر دیگر کے علاوہ اے ڈی سی نوشہرہ پریتم لال تھاپا، ڈی ایف او نوشہرہ شویتا دیویا، ایس ای پی ڈبلیو ڈی (آر اینڈ بی) دیوی دیال، ڈی ڈی ای محمد نواز چودھری، اے سی ڈی عاقل نوید، اے ایل سی پردیوت گپتا، ای ایس ای این پی ڈبلیو ڈی (آر اینڈ بی) سرور محمود کے علاوہ ضلع کے افسران اور مقامی لوگوں کی بڑی تعداد موجود تھی۔: [43, 480, 417, 555]
continuation-number: 101: [1424, 155, 1452, 173]
